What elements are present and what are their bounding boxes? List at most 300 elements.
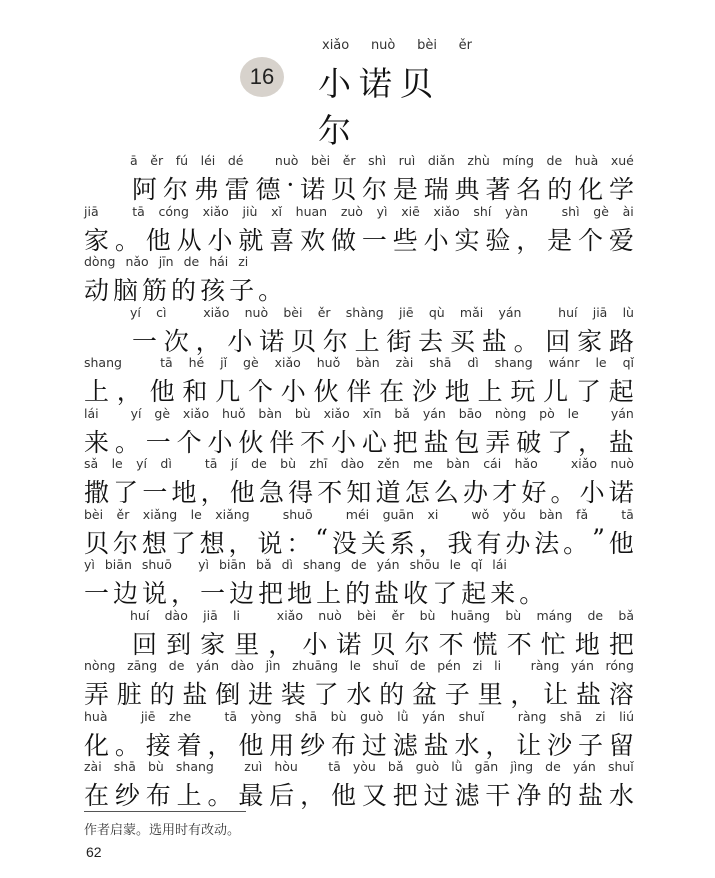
pinyin-line xyxy=(84,759,634,774)
hanzi: 。 xyxy=(258,276,284,305)
pinyin-syllable: ruì xyxy=(398,153,416,168)
hanzi: 留 xyxy=(608,730,634,760)
hanzi: 个 xyxy=(247,377,273,406)
pinyin-syllable: nuò xyxy=(610,456,634,471)
hanzi: 纱 xyxy=(114,781,140,810)
hanzi: 化 xyxy=(84,730,110,760)
hanzi: 。 xyxy=(513,326,539,356)
pinyin-syllable: ràng xyxy=(517,708,547,724)
hanzi: 急 xyxy=(258,478,284,507)
hanzi: 。 xyxy=(550,478,576,507)
text-line xyxy=(84,524,634,560)
hanzi: ， xyxy=(578,427,604,457)
hanzi: 么 xyxy=(433,478,459,507)
pinyin-syllable: zhī xyxy=(309,456,328,471)
hanzi: 瑞 xyxy=(423,175,449,204)
lesson-number-badge: 16 xyxy=(240,57,284,97)
pinyin-syllable: huǒ xyxy=(222,405,246,421)
pinyin-line xyxy=(84,406,634,421)
pinyin-syllable xyxy=(121,709,127,724)
pinyin-syllable: zuò xyxy=(340,203,363,219)
hanzi: 尔 xyxy=(162,175,188,204)
pinyin-syllable: bǎ xyxy=(618,607,634,623)
hanzi: 地 xyxy=(444,377,470,406)
hanzi: 忙 xyxy=(540,629,566,659)
hanzi: 著 xyxy=(485,175,511,204)
hanzi: 爱 xyxy=(608,225,634,255)
pinyin-syllable: shang xyxy=(494,355,533,370)
pinyin-syllable xyxy=(256,153,262,168)
pinyin-syllable: shì xyxy=(368,153,387,168)
hanzi: 一 xyxy=(142,478,168,507)
hanzi: 化 xyxy=(578,175,604,204)
hanzi: 道 xyxy=(375,478,401,507)
hanzi: 收 xyxy=(403,579,429,608)
title-pinyin-syllable: xiǎo xyxy=(322,38,350,53)
hanzi: 筋 xyxy=(142,276,168,305)
pinyin-syllable: xiē xyxy=(401,203,420,219)
hanzi: 水 xyxy=(454,730,480,760)
pinyin-syllable: fǎ xyxy=(576,506,589,522)
hanzi: 上 xyxy=(316,579,342,608)
hanzi: 关 xyxy=(360,528,386,558)
pinyin-syllable: bèi xyxy=(84,506,104,522)
hanzi: 把 xyxy=(608,629,634,659)
hanzi: 尔 xyxy=(404,629,430,659)
hanzi: 得 xyxy=(288,478,314,507)
hanzi: ， xyxy=(418,528,444,558)
pinyin-syllable: yán xyxy=(422,708,446,724)
pinyin-syllable: ěr xyxy=(116,506,130,522)
title-pinyin-syllable: bèi xyxy=(417,38,437,53)
pinyin-syllable: sǎ xyxy=(84,456,99,471)
hanzi: 子 xyxy=(229,276,255,305)
pinyin-syllable: li xyxy=(233,607,240,623)
title-pinyin-syllable: ěr xyxy=(458,38,472,53)
pinyin-syllable: jiù xyxy=(242,203,258,219)
hanzi: 不 xyxy=(300,427,326,457)
pinyin-syllable: dòng xyxy=(84,254,116,269)
hanzi: 接 xyxy=(145,730,171,760)
hanzi: 溶 xyxy=(608,680,634,709)
pinyin-syllable: bèi xyxy=(357,607,377,623)
pinyin-syllable: jiā xyxy=(203,607,218,623)
pinyin-syllable: zāng xyxy=(127,658,158,673)
pinyin-syllable: zhe xyxy=(169,708,192,724)
pinyin-syllable: gān xyxy=(474,759,499,774)
pinyin-syllable xyxy=(452,507,458,522)
hanzi: 伴 xyxy=(346,377,372,406)
hanzi: 去 xyxy=(418,326,444,356)
hanzi: 纱 xyxy=(300,730,326,760)
pinyin-syllable: huí xyxy=(130,607,150,623)
pinyin-syllable: qǐ xyxy=(470,557,483,572)
pinyin-syllable: yán xyxy=(498,304,522,320)
pinyin-syllable: bù xyxy=(419,607,436,623)
hanzi: 盐 xyxy=(423,730,449,760)
hanzi: 滤 xyxy=(392,730,418,760)
hanzi: 后 xyxy=(269,781,295,810)
hanzi: 水 xyxy=(346,680,372,709)
pinyin-syllable: jǐ xyxy=(220,355,228,370)
pinyin-syllable: lǜ xyxy=(451,759,463,774)
text-line xyxy=(84,473,634,509)
pinyin-syllable xyxy=(205,709,211,724)
pinyin-syllable: bàn xyxy=(539,506,563,522)
pinyin-syllable: yì xyxy=(376,203,388,219)
hanzi: 在 xyxy=(379,377,405,406)
pinyin-syllable: xiǎo xyxy=(203,304,230,320)
pinyin-syllable: xi xyxy=(427,506,439,522)
pinyin-syllable: bàn xyxy=(446,456,470,471)
pinyin-syllable xyxy=(226,759,232,774)
hanzi: 弄 xyxy=(84,680,110,709)
hanzi: 把 xyxy=(258,579,284,608)
hanzi: 贝 xyxy=(331,175,357,204)
hanzi: 一 xyxy=(132,326,158,356)
hanzi: 是 xyxy=(547,225,573,255)
pinyin-syllable: shàng xyxy=(345,304,384,320)
hanzi: 和 xyxy=(182,377,208,406)
hanzi: 小 xyxy=(207,427,233,457)
pinyin-syllable: huà xyxy=(84,708,108,724)
hanzi: 阿 xyxy=(132,175,158,204)
pinyin-syllable: shang xyxy=(175,759,214,774)
pinyin-syllable: wánr xyxy=(548,355,580,370)
pinyin-syllable: liú xyxy=(619,708,634,724)
hanzi: 玩 xyxy=(510,377,536,406)
pinyin-syllable xyxy=(498,709,504,724)
hanzi: 的 xyxy=(149,680,175,709)
pinyin-syllable xyxy=(310,759,316,774)
hanzi: ， xyxy=(516,225,542,255)
hanzi: 尔 xyxy=(112,528,138,558)
pinyin-syllable: jiā xyxy=(592,304,608,320)
hanzi: 想 xyxy=(141,528,167,558)
hanzi: 上 xyxy=(84,377,110,406)
hanzi: 让 xyxy=(516,730,542,760)
hanzi: 验 xyxy=(485,225,511,255)
hanzi: 了 xyxy=(432,579,458,608)
pinyin-syllable: biān xyxy=(104,557,132,572)
hanzi: 过 xyxy=(423,781,449,810)
hanzi: 子 xyxy=(444,680,470,709)
pinyin-line xyxy=(84,557,507,572)
hanzi: 他 xyxy=(238,730,264,760)
hanzi: 滤 xyxy=(454,781,480,810)
hanzi: 的 xyxy=(171,276,197,305)
pinyin-syllable: yì xyxy=(198,557,210,572)
pinyin-syllable: yàn xyxy=(505,203,528,219)
pinyin-syllable: ràng xyxy=(530,658,560,673)
hanzi: 干 xyxy=(485,781,511,810)
pinyin-line xyxy=(84,355,634,370)
pinyin-syllable: shuǐ xyxy=(372,658,399,673)
hanzi: “ xyxy=(315,523,329,553)
hanzi: 。 xyxy=(519,579,545,608)
pinyin-syllable xyxy=(513,658,519,673)
pinyin-syllable: yán xyxy=(572,759,596,774)
pinyin-syllable: yán xyxy=(422,405,446,421)
hanzi: 沙 xyxy=(547,730,573,760)
pinyin-syllable: dì xyxy=(467,355,479,370)
pinyin-syllable: xiǎo xyxy=(433,203,460,219)
pinyin-syllable xyxy=(182,305,188,320)
hanzi: 说 xyxy=(142,579,168,608)
pinyin-syllable: jiē xyxy=(398,304,414,320)
pinyin-line xyxy=(84,456,634,471)
pinyin-syllable: shā xyxy=(113,759,136,774)
hanzi: 的 xyxy=(547,175,573,204)
pinyin-syllable: yán xyxy=(570,658,594,673)
hanzi: 诺 xyxy=(259,326,285,356)
hanzi: 回 xyxy=(545,326,571,356)
hanzi: 买 xyxy=(449,326,475,356)
pinyin-syllable: dào xyxy=(230,658,254,673)
pinyin-syllable: shōu xyxy=(409,557,440,572)
pinyin-syllable: míng xyxy=(502,153,534,168)
pinyin-syllable: bù xyxy=(280,456,297,471)
hanzi: ， xyxy=(268,629,294,659)
pinyin-syllable: shā xyxy=(295,708,318,724)
hanzi: 诺 xyxy=(336,629,362,659)
hanzi: 让 xyxy=(543,680,569,709)
pinyin-syllable: jiā xyxy=(84,203,99,219)
pinyin-syllable: hái xyxy=(209,254,229,269)
hanzi: 贝 xyxy=(370,629,396,659)
hanzi: 路 xyxy=(608,326,634,356)
hanzi: 街 xyxy=(386,326,412,356)
hanzi: 在 xyxy=(84,781,110,810)
pinyin-syllable: yǒu xyxy=(502,506,526,522)
pinyin-syllable: shì xyxy=(561,203,580,219)
hanzi: 他 xyxy=(149,377,175,406)
hanzi: 心 xyxy=(361,427,387,457)
pinyin-syllable: guò xyxy=(360,708,384,724)
hanzi: 说 xyxy=(257,528,283,558)
hanzi: 地 xyxy=(287,579,313,608)
hanzi: 他 xyxy=(608,528,634,558)
pinyin-syllable: huan xyxy=(295,203,328,219)
hanzi: 好 xyxy=(521,478,547,507)
pinyin-syllable: ěr xyxy=(150,153,164,168)
hanzi: 布 xyxy=(145,781,171,810)
pinyin-syllable: zi xyxy=(595,708,606,724)
hanzi: 把 xyxy=(392,781,418,810)
hanzi: 实 xyxy=(454,225,480,255)
hanzi: 小 xyxy=(423,225,449,255)
hanzi: 。 xyxy=(207,781,233,810)
pinyin-syllable xyxy=(551,456,557,471)
hanzi: 。 xyxy=(114,225,140,255)
hanzi: 伙 xyxy=(313,377,339,406)
hanzi: 小 xyxy=(331,427,357,457)
hanzi: 法 xyxy=(534,528,560,558)
pinyin-syllable: zài xyxy=(84,759,102,774)
text-line xyxy=(84,574,544,610)
hanzi: 从 xyxy=(176,225,202,255)
pinyin-syllable: li xyxy=(494,658,502,673)
pinyin-syllable: xiǎo xyxy=(570,456,598,471)
pinyin-syllable: dì xyxy=(281,557,294,572)
pinyin-syllable: bàn xyxy=(356,355,380,370)
text-line xyxy=(84,372,634,408)
hanzi: ， xyxy=(116,377,142,406)
hanzi: 尔 xyxy=(322,326,348,356)
hanzi: 伙 xyxy=(238,427,264,457)
hanzi: 就 xyxy=(238,225,264,255)
pinyin-syllable: nòng xyxy=(84,658,116,673)
hanzi: 想 xyxy=(199,528,225,558)
hanzi: 盆 xyxy=(411,680,437,709)
hanzi: 到 xyxy=(166,629,192,659)
hanzi: 最 xyxy=(238,781,264,810)
pinyin-syllable: zài xyxy=(395,355,414,370)
hanzi: 典 xyxy=(454,175,480,204)
pinyin-syllable: shā xyxy=(559,708,583,724)
pinyin-syllable: le xyxy=(567,405,579,421)
text-line xyxy=(84,675,634,711)
hanzi: 。 xyxy=(114,427,140,457)
lesson-title: 小诺贝尔 xyxy=(318,64,441,150)
hanzi: 。 xyxy=(563,528,589,558)
hanzi: 我 xyxy=(447,528,473,558)
hanzi: 盐 xyxy=(575,680,601,709)
pinyin-syllable: qǐ xyxy=(622,355,634,370)
hanzi: ， xyxy=(200,478,226,507)
hanzi: ， xyxy=(228,528,254,558)
hanzi: 装 xyxy=(280,680,306,709)
pinyin-syllable: shuǐ xyxy=(607,759,634,774)
pinyin-syllable: hǎo xyxy=(514,456,538,471)
hanzi: 他 xyxy=(145,225,171,255)
pinyin-syllable: de xyxy=(545,759,561,774)
pinyin-syllable: bù xyxy=(294,405,311,421)
pinyin-syllable: tā xyxy=(160,355,173,370)
hanzi: 诺 xyxy=(608,478,634,507)
title-pinyin-syllable: nuò xyxy=(370,38,396,53)
hanzi: 盐 xyxy=(481,326,507,356)
pinyin-syllable: dé xyxy=(227,153,244,168)
hanzi: ， xyxy=(300,781,326,810)
pinyin-syllable: yì xyxy=(84,557,95,572)
hanzi: 又 xyxy=(361,781,387,810)
pinyin-syllable: tā xyxy=(328,759,341,774)
pinyin-syllable: nǎo xyxy=(125,254,149,269)
hanzi: 回 xyxy=(132,629,158,659)
hanzi: ” xyxy=(592,523,605,553)
hanzi: 儿 xyxy=(543,377,569,406)
pinyin-syllable: le xyxy=(111,456,123,471)
hanzi: 脏 xyxy=(116,680,142,709)
text-line xyxy=(84,776,634,812)
pinyin-syllable: yòng xyxy=(250,708,282,724)
hanzi: 盐 xyxy=(608,427,634,457)
pinyin-syllable: lǜ xyxy=(397,708,409,724)
pinyin-syllable: bù xyxy=(330,708,347,724)
pinyin-syllable: le xyxy=(449,557,461,572)
pinyin-syllable: yí xyxy=(130,405,142,421)
pinyin-syllable: yán xyxy=(610,405,634,421)
text-line xyxy=(84,271,283,307)
pinyin-syllable: jìng xyxy=(510,759,534,774)
pinyin-syllable xyxy=(263,507,269,522)
pinyin-syllable: bù xyxy=(147,759,164,774)
pinyin-syllable: nuò xyxy=(244,304,269,320)
pinyin-syllable xyxy=(112,204,118,219)
hanzi: 盐 xyxy=(578,781,604,810)
pinyin-syllable xyxy=(592,406,598,421)
hanzi: 用 xyxy=(269,730,295,760)
hanzi: 过 xyxy=(361,730,387,760)
pinyin-syllable: le xyxy=(349,658,361,673)
hanzi: 进 xyxy=(247,680,273,709)
hanzi: 系 xyxy=(389,528,415,558)
hanzi: 德 xyxy=(255,175,281,204)
pinyin-syllable: dào xyxy=(164,607,188,623)
pinyin-syllable: yán xyxy=(376,557,400,572)
hanzi: 小 xyxy=(227,326,253,356)
pinyin-syllable: cái xyxy=(483,456,502,471)
hanzi: 边 xyxy=(113,579,139,608)
footnote-divider xyxy=(84,811,246,812)
hanzi: 孩 xyxy=(200,276,226,305)
pinyin-syllable: tā xyxy=(204,456,218,471)
hanzi: 动 xyxy=(84,276,110,305)
hanzi: 家 xyxy=(577,326,603,356)
hanzi: 有 xyxy=(476,528,502,558)
hanzi: 布 xyxy=(331,730,357,760)
pinyin-syllable: tā xyxy=(621,506,634,522)
hanzi: 里 xyxy=(477,680,503,709)
text-line xyxy=(132,170,634,206)
hanzi: 弗 xyxy=(193,175,219,204)
pinyin-syllable: ěr xyxy=(391,607,405,623)
pinyin-line xyxy=(84,658,634,673)
pinyin-syllable: guān xyxy=(382,506,415,522)
hanzi: 盐 xyxy=(423,427,449,457)
hanzi: 诺 xyxy=(300,175,326,204)
pinyin-syllable: xiǎo xyxy=(182,405,210,421)
pinyin-syllable: huí xyxy=(558,304,578,320)
hanzi: 贝 xyxy=(290,326,316,356)
hanzi: 个 xyxy=(176,427,202,457)
pinyin-syllable: de xyxy=(409,658,426,673)
hanzi: 尔 xyxy=(361,175,387,204)
hanzi: 办 xyxy=(505,528,531,558)
hanzi: 地 xyxy=(574,629,600,659)
pinyin-syllable: de xyxy=(546,153,563,168)
pinyin-syllable: fú xyxy=(175,153,189,168)
hanzi: 上 xyxy=(176,781,202,810)
pinyin-syllable: gè xyxy=(154,405,171,421)
pinyin-syllable: huǒ xyxy=(316,355,341,370)
pinyin-syllable: ěr xyxy=(342,153,356,168)
pinyin-syllable: guò xyxy=(415,759,440,774)
hanzi: 了 xyxy=(313,680,339,709)
hanzi: 的 xyxy=(379,680,405,709)
pinyin-syllable: yán xyxy=(196,658,220,673)
hanzi: 不 xyxy=(317,478,343,507)
hanzi: 的 xyxy=(345,579,371,608)
hanzi: 盐 xyxy=(374,579,400,608)
hanzi: 弄 xyxy=(485,427,511,457)
pinyin-syllable: bǎ xyxy=(394,405,410,421)
footnote: 作者启蒙。选用时有改动。 xyxy=(84,823,241,838)
hanzi: 是 xyxy=(392,175,418,204)
hanzi: ， xyxy=(171,579,197,608)
hanzi: 净 xyxy=(516,781,542,810)
